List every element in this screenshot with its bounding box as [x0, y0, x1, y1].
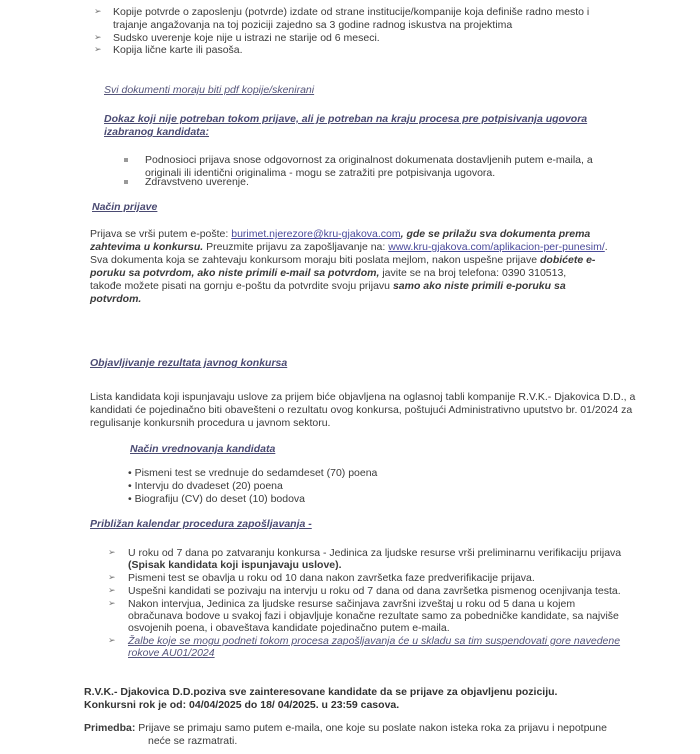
list-item: obračunava bodove u svakoj fazi i objavljuje konačne rezultate samo za pobedničke kandidate, sa najviše	[128, 610, 619, 622]
application-paragraph-line: takođe možete pisati na gornju e-poštu da potvrdite svoju prijavu samo ako niste primili e-poruku sa	[90, 280, 566, 292]
list-item: trajanje angažovanja na toj poziciji zajedno sa 3 godine radnog iskustva na projektima	[113, 19, 513, 31]
list-item: Uspešni kandidati se pozivaju na intervju u roku od 7 dana od dana završetka pismenog ocenjivanja testa.	[128, 585, 621, 597]
list-item: (Spisak kandidata koji ispunjavaju uslove).	[128, 559, 342, 571]
note-label: Primedba:	[84, 722, 136, 734]
results-heading: Objavljivanje rezultata javnog konkursa	[90, 357, 288, 369]
note-line: neće se razmatrati.	[148, 735, 238, 747]
application-paragraph-line: Prijava se vrši putem e-pošte: burimet.njerezore@kru-gjakova.com, gde se prilažu sva dokumenta prema	[90, 228, 591, 240]
list-item: U roku od 7 dana po zatvaranju konkursa - Jedinica za ljudske resurse vrši preliminarnu verifikaciju prijava	[128, 547, 622, 559]
list-item: Nakon intervjua, Jedinica za ljudske resurse sačinjava završni izveštaj u roku od 5 dana u kojem	[128, 598, 576, 610]
square-bullet-icon	[124, 180, 128, 184]
arrow-bullet-icon: ➢	[108, 635, 116, 645]
list-item: osvojenih poena, i obaveštava kandidate pojedinačno putem e-maila.	[128, 622, 450, 634]
list-item: • Pismeni test se vrednuje do sedamdeset (70) poena	[128, 467, 378, 479]
arrow-bullet-icon: ➢	[94, 32, 102, 42]
evaluation-heading: Način vrednovanja kandidata	[130, 443, 276, 455]
results-paragraph-line: kandidati će pojedinačno biti obavešteni o rezultatu ovog konkursa, poštujući Administrativno uputstvo br. 01/2024 za	[90, 404, 633, 416]
list-item: originali ili identični originalima - mogu se zatražiti pre potpisivanja ugovora.	[145, 167, 496, 179]
square-bullet-icon	[124, 158, 128, 162]
application-paragraph-line: Sva dokumenta koja se zahtevaju konkursom moraju biti poslata mejlom, nakon uspešne prijave dobićete e-	[90, 254, 596, 266]
list-item: Sudsko uverenje koje nije u istrazi ne starije od 6 meseci.	[113, 32, 380, 44]
application-paragraph-line: potvrdom.	[90, 293, 142, 305]
arrow-bullet-icon: ➢	[94, 6, 102, 16]
list-item: Kopije potvrde o zaposlenju (potvrde) izdate od strane institucije/kompanije koja definiše radno mesto i	[113, 6, 590, 18]
application-url-link[interactable]: www.kru-gjakova.com/aplikacion-per-punesim/	[388, 241, 605, 253]
proof-heading: Dokaz koji nije potreban tokom prijave, ali je potreban na kraju procesa pre potpisivanja ugovora	[104, 113, 588, 125]
results-paragraph-line: Lista kandidata koji ispunjavaju uslove za prijem biće objavljena na oglasnoj tabli kompanije R.V.K.- Djakovica D.D., a	[90, 391, 636, 403]
list-item: Kopija lične karte ili pasoša.	[113, 44, 243, 56]
list-item: Pismeni test se obavlja u roku od 10 dana nakon završetka faze predverifikacije prijava.	[128, 572, 535, 584]
deadline-statement: Konkursni rok je od: 04/04/2025 do 18/ 04/2025. u 23:59 casova.	[84, 699, 400, 711]
list-item: • Biografiju (CV) do deset (10) bodova	[128, 493, 306, 505]
email-link[interactable]: burimet.njerezore@kru-gjakova.com	[231, 228, 401, 240]
list-item: Podnosioci prijava snose odgovornost za originalnost dokumenata dostavljenih putem e-maila, a	[145, 154, 593, 166]
results-paragraph-line: regulisanje konkursnih procedura u javnom sektoru.	[90, 417, 331, 429]
list-item: Zdravstveno uverenje.	[145, 176, 249, 188]
pdf-note: Svi dokumenti moraju biti pdf kopije/skenirani	[104, 84, 315, 96]
list-item: • Intervju do dvadeset (20) poena	[128, 480, 283, 492]
closing-statement: R.V.K.- Djakovica D.D.poziva sve zainteresovane kandidate da se prijave za objavljenu poziciju.	[84, 686, 558, 698]
calendar-heading: Približan kalendar procedura zapošljavanja -	[90, 518, 312, 530]
arrow-bullet-icon: ➢	[108, 572, 116, 582]
list-item: Žalbe koje se mogu podneti tokom procesa zapošljavanja će u skladu sa tim suspendovati gore navedene	[128, 635, 621, 647]
application-heading: Način prijave	[92, 201, 158, 213]
arrow-bullet-icon: ➢	[108, 585, 116, 595]
arrow-bullet-icon: ➢	[94, 44, 102, 54]
proof-heading-cont: izabranog kandidata:	[104, 126, 210, 138]
application-paragraph-line: zahtevima u konkursu. Preuzmite prijavu za zapošljavanje na: www.kru-gjakova.com/aplikacion-per-punesim/.	[90, 241, 608, 253]
arrow-bullet-icon: ➢	[108, 598, 116, 608]
note-line: Primedba: Prijave se primaju samo putem e-maila, one koje su poslate nakon isteka roka za prijavu i nepotpune	[84, 722, 607, 734]
arrow-bullet-icon: ➢	[108, 547, 116, 557]
application-paragraph-line: poruku sa potvrdom, ako niste primili e-mail sa potvrdom, javite se na broj telefona: 0390 310513,	[90, 267, 567, 279]
list-item: rokove AU01/2024	[128, 647, 215, 659]
